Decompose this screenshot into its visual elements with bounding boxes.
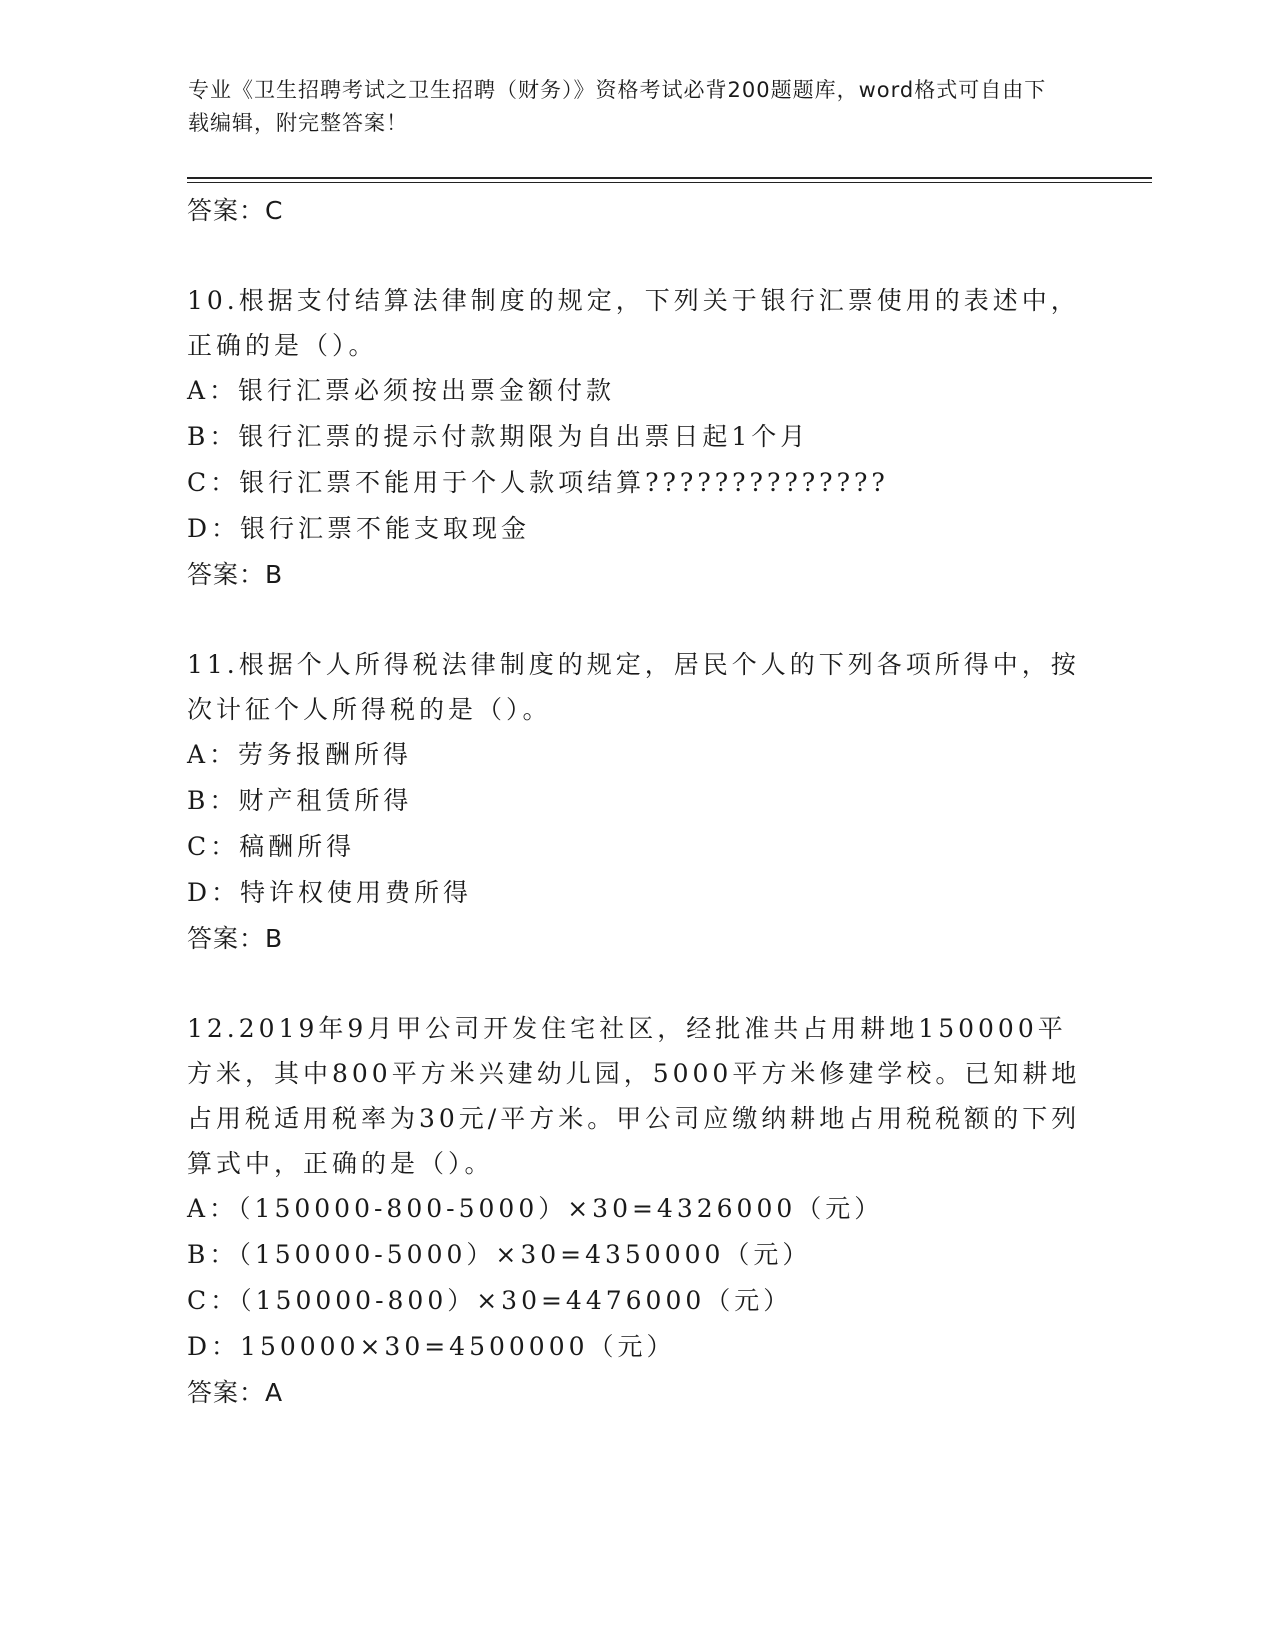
option-d: D：特许权使用费所得 [187, 878, 473, 907]
question-block [187, 1006, 1087, 1416]
answer-label: 答案：B [187, 924, 284, 953]
option-d: D：银行汇票不能支取现金 [187, 514, 531, 543]
option-b: B：财产租赁所得 [187, 786, 413, 815]
question-block [187, 278, 1087, 598]
option-a: A：银行汇票必须按出票金额付款 [187, 376, 616, 405]
answer-label: 答案：B [187, 560, 284, 589]
question-block [187, 642, 1087, 962]
option-c: C：银行汇票不能用于个人款项结算?????????????? [187, 468, 889, 497]
option-a: A：劳务报酬所得 [187, 740, 413, 769]
option-d: D：150000×30=4500000（元） [187, 1332, 676, 1361]
header-divider [187, 177, 1152, 183]
option-b: B：银行汇票的提示付款期限为自出票日起1个月 [187, 422, 810, 451]
option-b: B：（150000-5000）×30=4350000（元） [187, 1240, 812, 1269]
option-c: C：（150000-800）×30=4476000（元） [187, 1286, 793, 1315]
option-a: A：（150000-800-5000）×30=4326000（元） [187, 1194, 884, 1223]
question-text: 10.根据支付结算法律制度的规定，下列关于银行汇票使用的表述中，正确的是（）。 [187, 286, 1080, 360]
option-c: C：稿酬所得 [187, 832, 356, 861]
document-header: 专业《卫生招聘考试之卫生招聘（财务）》资格考试必背200题题库，word格式可自由下载编辑，附完整答案！ [188, 78, 1047, 135]
question-list [187, 188, 1087, 1416]
answer-label: 答案：C [187, 196, 284, 225]
answer-label: 答案：A [187, 1378, 284, 1407]
question-text: 11.根据个人所得税法律制度的规定，居民个人的下列各项所得中，按次计征个人所得税的是（）。 [187, 650, 1080, 724]
question-text: 12.2019年9月甲公司开发住宅社区，经批准共占用耕地150000平方米，其中800平方米兴建幼儿园，5000平方米修建学校。已知耕地占用税适用税率为30元/平方米。甲公司应缴纳耕地占用税税额的下列算式中，正确的是（）。 [187, 1014, 1081, 1178]
